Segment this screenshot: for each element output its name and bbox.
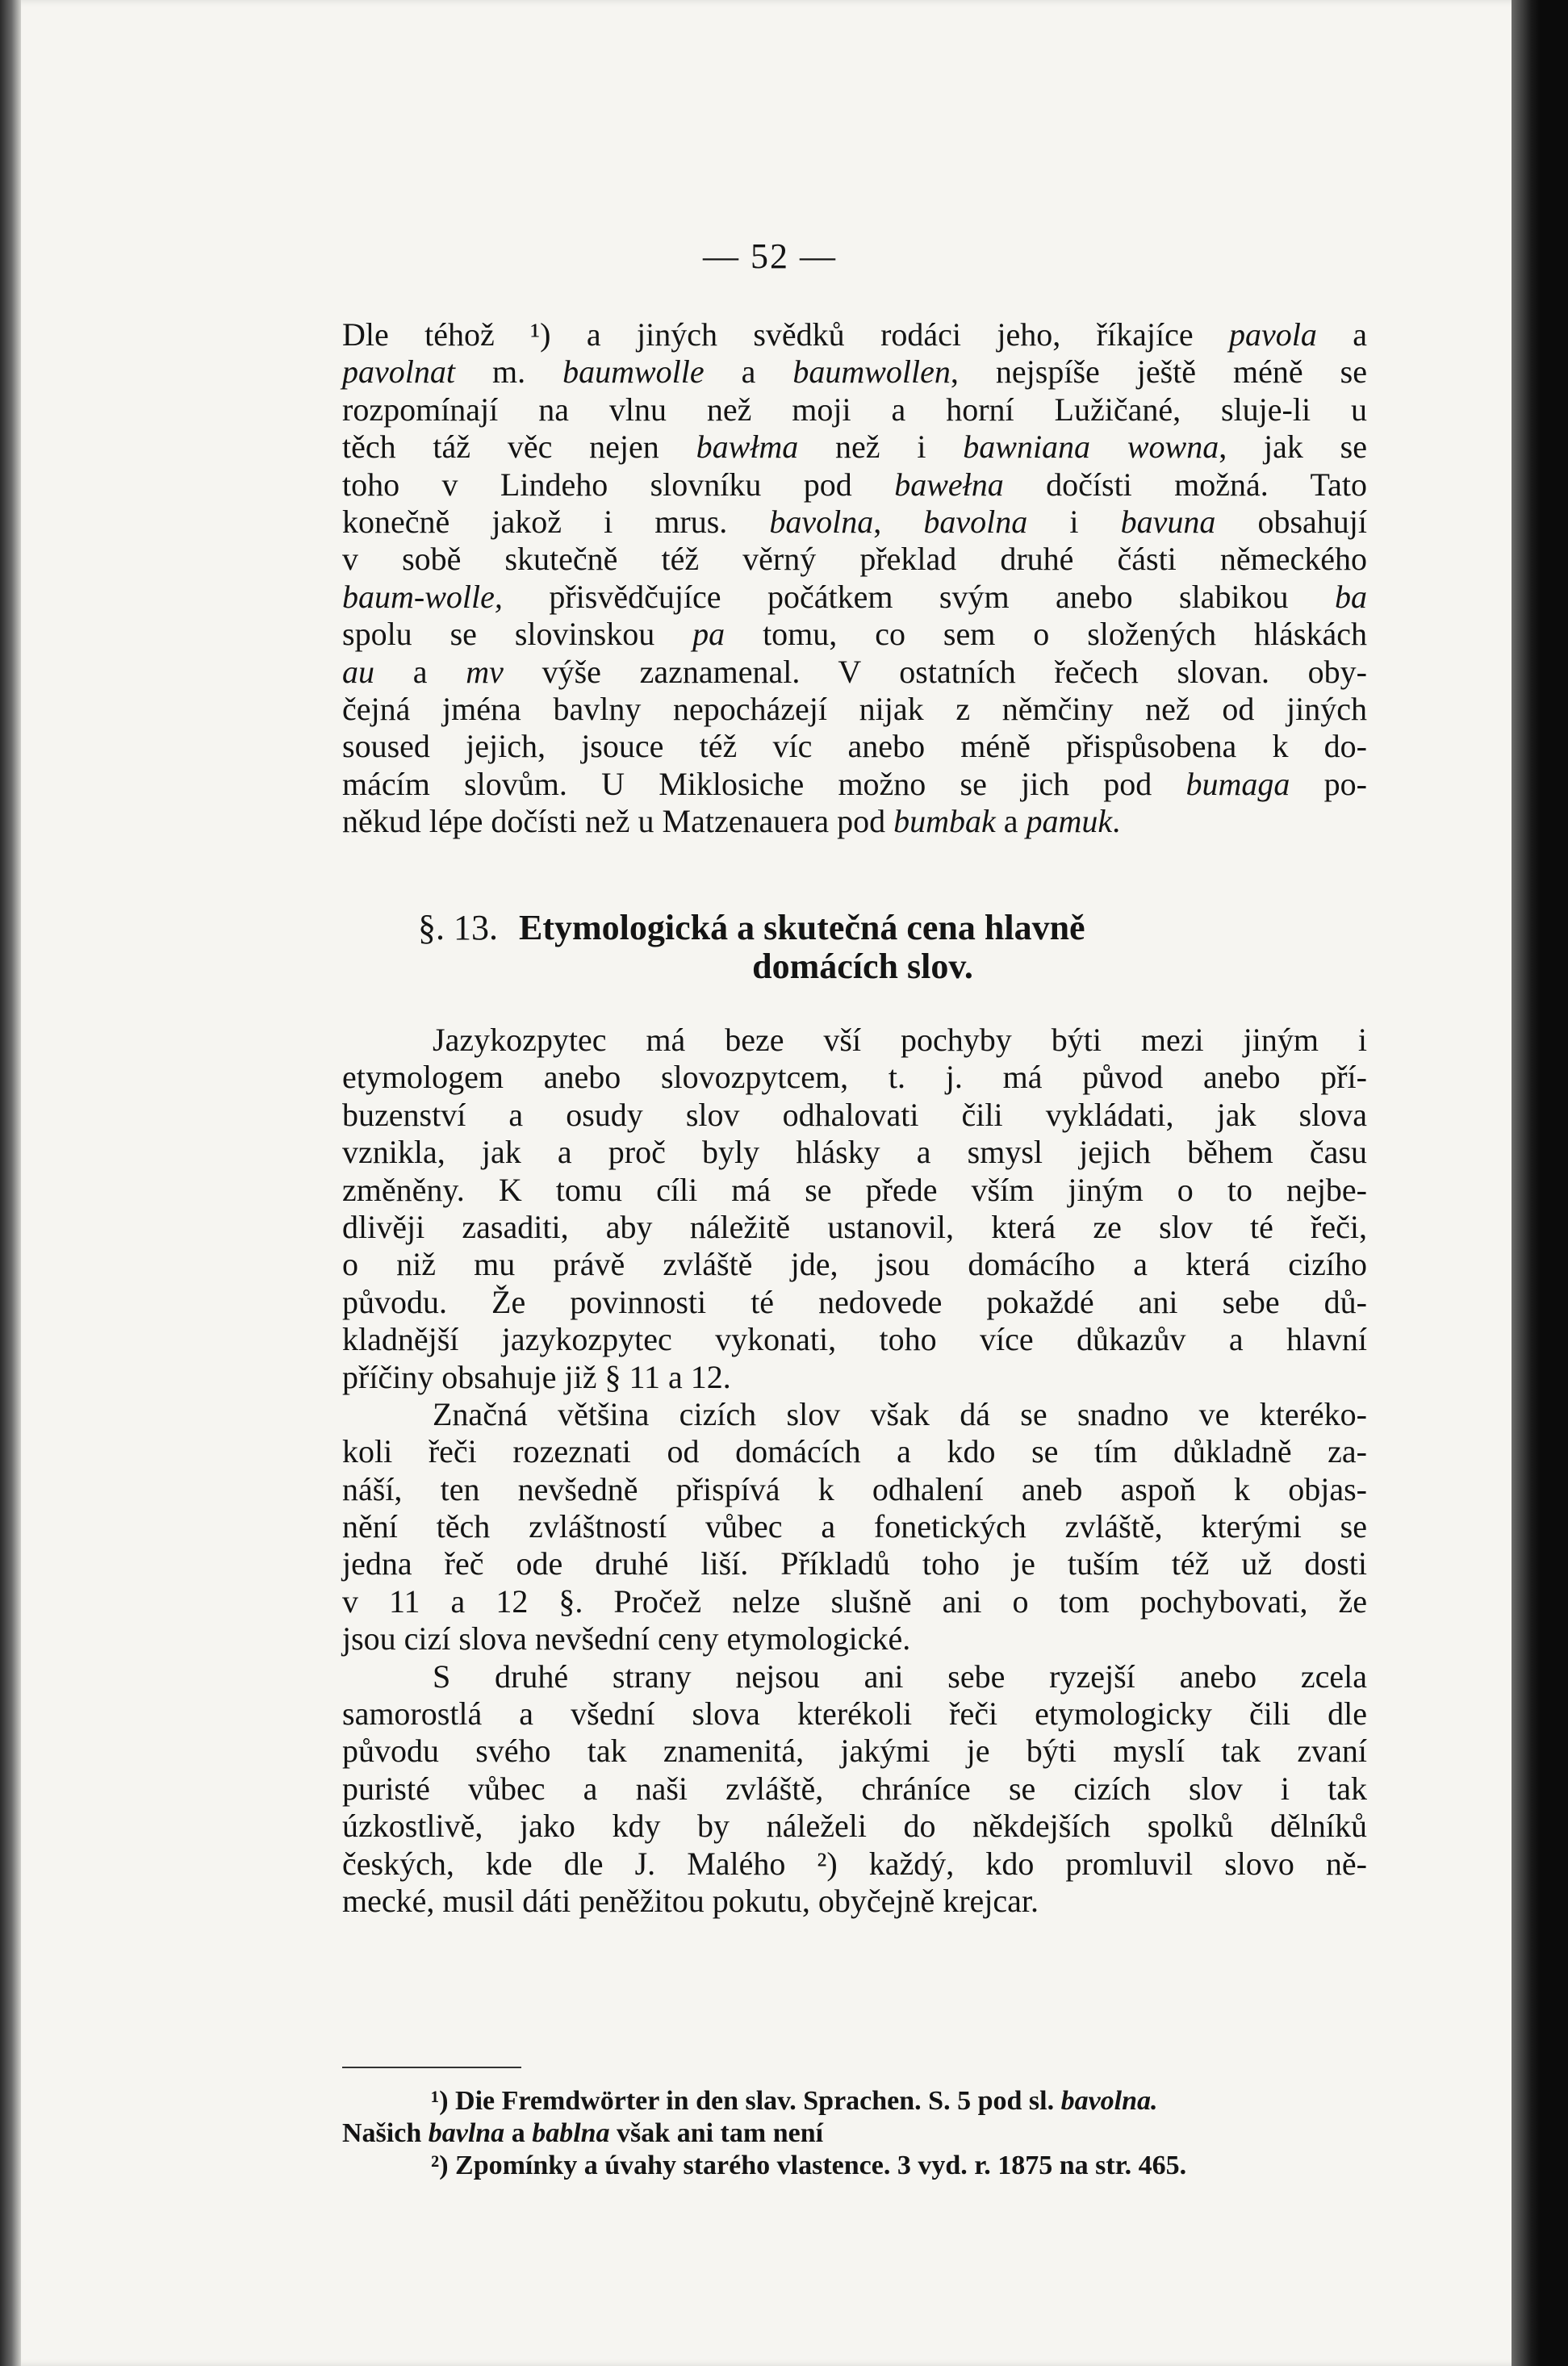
text-line: dlivěji zasaditi, aby náležitě ustanovil, která ze slov té řeči,	[342, 1208, 1367, 1245]
text-run: přisvědčujíce počátkem svým anebo slabikou	[502, 578, 1335, 615]
text-run: dočísti možná. Tato	[1003, 466, 1367, 503]
text-run: , nejspíše ještě méně se	[950, 353, 1367, 391]
text-line: původu. Že povinnosti té nedovede pokaždé ani sebe dů-	[342, 1283, 1367, 1320]
italic-term: baumwolle	[562, 353, 705, 391]
footnote-1-text: a	[504, 2118, 533, 2148]
text-run: někud lépe dočísti než u Matzenauera pod	[342, 803, 894, 840]
section-number: §. 13.	[418, 908, 498, 947]
text-run: a	[995, 803, 1027, 840]
text-line	[342, 316, 1367, 353]
italic-term: pamuk	[1026, 803, 1113, 840]
text-line: jedna řeč ode druhé liší. Příkladů toho je tuším též už dosti	[342, 1545, 1367, 1582]
text-run: soused jejich, jsouce též víc anebo méně přispůsobena k do-	[342, 728, 1367, 765]
italic-term: baumwollen	[792, 353, 951, 391]
text-run: toho v Lindeho slovníku pod	[342, 466, 895, 503]
paragraph-etymolog	[342, 1022, 1367, 1396]
text-run: .	[1112, 803, 1121, 840]
text-run: obsahují	[1215, 503, 1368, 540]
text-line: buzenství a osudy slov odhalovati čili vykládati, jak slova	[342, 1096, 1367, 1133]
italic-term: bavolna	[923, 503, 1028, 540]
paragraph-cizi-slova	[342, 1396, 1367, 1658]
footnote-1-term: bablna	[532, 2118, 610, 2148]
text-line: etymologem anebo slovozpytcem, t. j. má původ anebo pří-	[342, 1059, 1367, 1096]
text-line: změněny. K tomu cíli má se přede vším jiným o to nejbe-	[342, 1171, 1367, 1208]
text-run: a	[1316, 316, 1367, 353]
text-line	[342, 654, 1367, 691]
text-line: koli řeči rozeznati od domácích a kdo se tím důkladně za-	[342, 1433, 1367, 1470]
italic-term: pa	[692, 616, 725, 653]
text-line	[342, 504, 1367, 541]
text-run: a	[704, 353, 793, 391]
paragraph-puriste	[342, 1658, 1367, 1921]
text-line: S druhé strany nejsou ani sebe ryzejší anebo zcela	[433, 1657, 1367, 1695]
text-line	[342, 616, 1367, 653]
footnote-2: ²) Zpomínky a úvahy starého vlastence. 3 vyd. r. 1875 na str. 465.	[431, 2151, 1187, 2180]
text-run: , jak se	[1219, 428, 1367, 466]
italic-term: pavola	[1228, 316, 1317, 353]
section-title-line2: domácích slov.	[752, 947, 973, 986]
paragraph-intro	[342, 316, 1367, 840]
text-line: příčiny obsahuje již § 11 a 12.	[342, 1358, 731, 1395]
text-line: vznikla, jak a proč byly hlásky a smysl jejich během času	[342, 1134, 1367, 1171]
footnote-1-term: bavlna	[428, 2118, 505, 2148]
footnote-rule	[342, 2067, 521, 2068]
text-line: Jazykozpytec má beze vší pochyby býti mezi jiným i	[433, 1022, 1367, 1058]
page-binding-edge	[0, 0, 21, 2366]
text-run: po-	[1290, 765, 1367, 802]
text-line	[342, 803, 1367, 840]
footnote-1-text: ¹) Die Fremdwörter in den slav. Sprachen. S. 5 pod sl.	[431, 2086, 1061, 2116]
italic-term: baum-wolle,	[342, 578, 503, 615]
text-line: českých, kde dle J. Malého ²) každý, kdo promluvil slovo ně-	[342, 1845, 1367, 1882]
italic-term: bawełna	[894, 466, 1004, 503]
text-run: ,	[873, 503, 924, 540]
footnote-1-line-2	[342, 2117, 1367, 2150]
text-run: výše zaznamenal. V ostatních řečech slovan. oby-	[503, 653, 1367, 690]
text-line: kladnější jazykozpytec vykonati, toho více důkazův a hlavní	[342, 1321, 1367, 1358]
italic-term: bavolna	[769, 503, 874, 540]
footnote-1-text: však ani tam není	[609, 2118, 824, 2148]
text-line: Značná většina cizích slov však dá se snadno ve kteréko-	[433, 1395, 1367, 1432]
text-line: puristé vůbec a naši zvláště, chráníce se cizích slov i tak	[342, 1770, 1367, 1807]
italic-term: au	[342, 653, 374, 690]
text-line	[342, 541, 1367, 578]
text-run: spolu se slovinskou	[342, 616, 693, 653]
text-line: samorostlá a všední slova kterékoli řeči etymologicky čili dle	[342, 1695, 1367, 1733]
italic-term: bavuna	[1120, 503, 1216, 540]
text-run: i	[1027, 503, 1121, 540]
text-line	[342, 691, 1367, 728]
text-line: úzkostlivě, jako kdy by náleželi do někdejších spolků dělníků	[342, 1808, 1367, 1845]
italic-term: ba	[1335, 578, 1367, 615]
text-run: m.	[454, 353, 563, 391]
footnote-1-line-1	[342, 2085, 1367, 2117]
text-run: mácím slovům. U Miklosiche možno se jich pod	[342, 765, 1186, 802]
text-line	[342, 466, 1367, 504]
text-line: jsou cizí slova nevšední ceny etymologické.	[342, 1620, 911, 1657]
text-line: původu svého tak znamenitá, jakými je býti myslí tak zvaní	[342, 1733, 1367, 1770]
text-run: v sobě skutečně též věrný překlad druhé části německého	[342, 541, 1367, 578]
text-run: než i	[798, 428, 964, 466]
italic-term: bawniana wowna	[963, 428, 1219, 466]
italic-term: bumbak	[893, 803, 996, 840]
section-heading-line1	[342, 909, 1367, 947]
italic-term: pavolnat	[342, 353, 455, 391]
text-line	[342, 391, 1367, 428]
text-run: čejná jména bavlny nepocházejí nijak z němčiny než od jiných	[342, 690, 1367, 727]
footnote-1-term: bavolna.	[1060, 2086, 1158, 2116]
footnotes	[342, 2085, 1367, 2182]
page-number: — 52 —	[703, 236, 837, 276]
section-body	[342, 1022, 1367, 1920]
text-line: v 11 a 12 §. Pročež nelze slušně ani o tom pochybovati, že	[342, 1582, 1367, 1620]
text-line: o niž mu právě zvláště jde, jsou domácího a která cizího	[342, 1246, 1367, 1283]
text-run: těch táž věc nejen	[342, 428, 696, 466]
text-line	[342, 766, 1367, 803]
italic-term: bawłma	[696, 428, 799, 466]
text-run: rozpomínají na vlnu než moji a horní Lužičané, sluje-li u	[342, 391, 1367, 428]
text-line: nění těch zvláštností vůbec a fonetických zvláště, kterými se	[342, 1508, 1367, 1545]
italic-term: mv	[466, 653, 504, 690]
italic-term: bumaga	[1185, 765, 1290, 802]
section-title-line1: Etymologická a skutečná cena hlavně	[519, 908, 1085, 947]
text-line: mecké, musil dáti peněžitou pokutu, obyčejně krejcar.	[342, 1882, 1039, 1919]
text-run: konečně jakož i mrus.	[342, 503, 770, 540]
text-line: náší, ten nevšedně přispívá k odhalení aneb aspoň k objas-	[342, 1470, 1367, 1507]
text-line	[342, 579, 1367, 616]
text-run: tomu, co sem o složených hláskách	[725, 616, 1367, 653]
text-run: Dle téhož ¹) a jiných svědků rodáci jeho, říkajíce	[342, 316, 1229, 353]
footnote-1-text: Našich	[342, 2118, 429, 2148]
text-run: a	[374, 653, 466, 690]
text-line	[342, 728, 1367, 765]
section-heading	[342, 909, 1367, 986]
text-line	[342, 353, 1367, 391]
text-line	[342, 428, 1367, 466]
page-edge-shadow	[1512, 0, 1540, 2366]
